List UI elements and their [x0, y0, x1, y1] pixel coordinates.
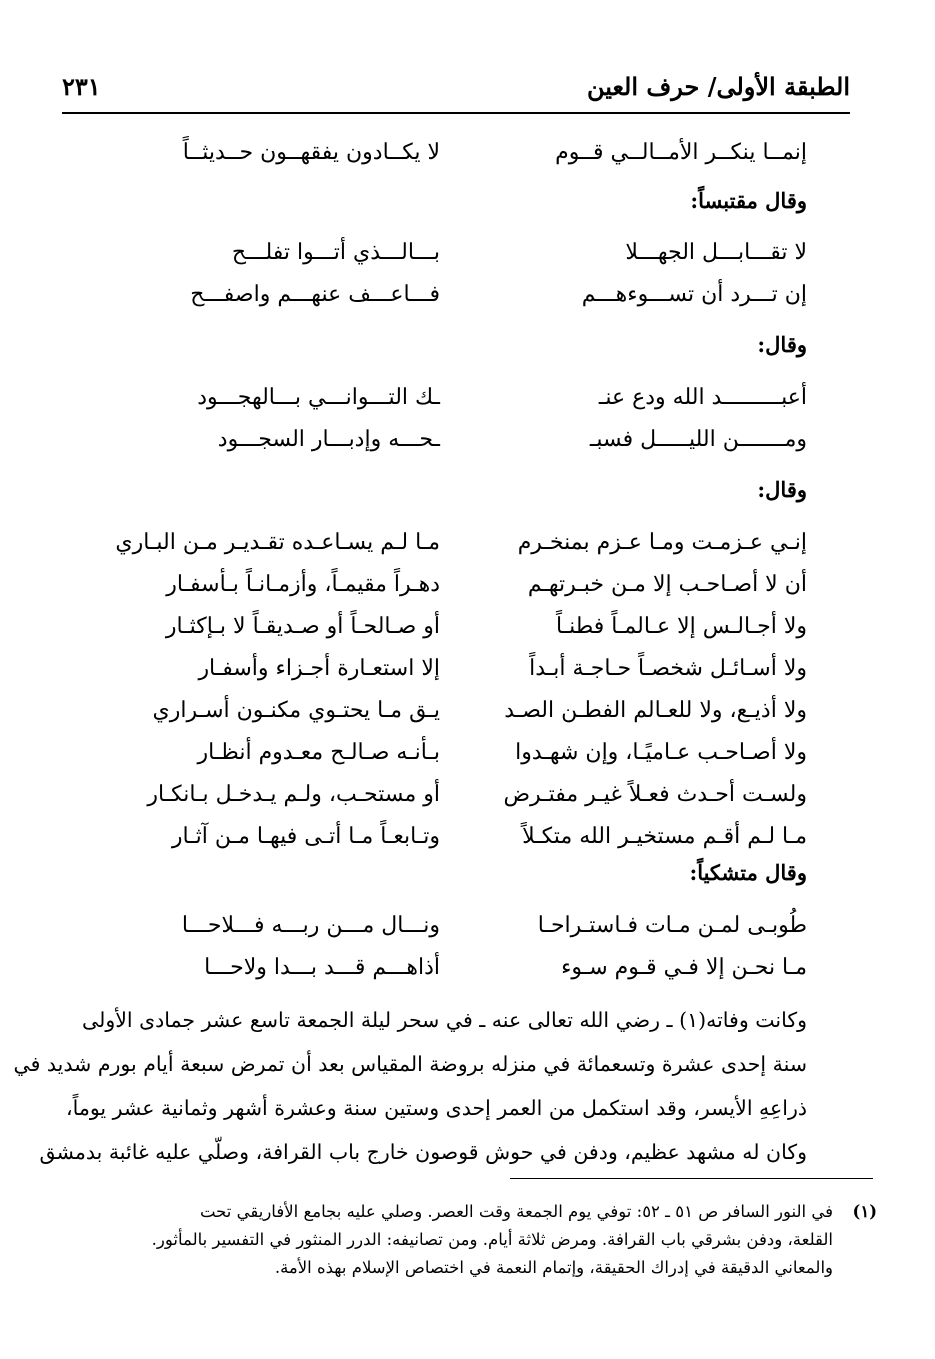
verse-first-hemistich: إن تـــرد أن تســـوءهـــم: [581, 282, 807, 307]
verse-line: [110, 698, 807, 740]
verse-line: [110, 572, 807, 614]
prose-paragraph: [13, 998, 807, 1174]
verse-first-hemistich: ولا أسـائـل شخصـاً حـاجـة أبـداً: [529, 656, 807, 681]
verse-first-hemistich: أعبـــــــــد الله ودع عنـ: [598, 385, 807, 410]
prose-line: وكانت وفاته(١) ـ رضي الله تعالى عنه ـ في سحر ليلة الجمعة تاسع عشر جمادى الأولى: [81, 1008, 807, 1032]
verse-first-hemistich: ولا أصـاحـب عـاميًـا، وإن شهـدوا: [515, 740, 807, 765]
verse-first-hemistich: لا تقـــابـــل الجهـــلا: [625, 240, 807, 265]
verse-second-hemistich: ـك التـــوانـــي بـــالهجـــود: [197, 385, 440, 410]
verse-line: [110, 656, 807, 698]
page-number: ٢٣١: [62, 72, 101, 101]
verse-first-hemistich: مـا نحـن إلا فـي قـوم سـوء: [561, 955, 807, 980]
poem-block-1: [110, 140, 807, 182]
verse-first-hemistich: مـا لـم أقـم مستخيـر الله متكـلاً: [522, 824, 807, 849]
verse-second-hemistich: دهـراً مقيمـاً، وأزمـانـاً بـأسفـار: [166, 572, 440, 597]
verse-line: [110, 530, 807, 572]
footnote-marker: (١): [852, 1202, 877, 1221]
verse-line: [110, 240, 807, 282]
verse-second-hemistich: بـأنـه صـالـح معـدوم أنظـار: [197, 740, 440, 765]
verse-second-hemistich: إلا استعـارة أجـزاء وأسفـار: [198, 656, 440, 681]
verse-first-hemistich: إنمــا ينكــر الأمــالــي قــوم: [555, 140, 807, 165]
poem-intro: وقال:: [757, 477, 807, 502]
verse-first-hemistich: ولسـت أحـدث فعـلاً غيـر مفتـرض: [503, 782, 807, 807]
verse-second-hemistich: أو صـالحـاً أو صـديقـاً لا بـإكثـار: [165, 614, 440, 639]
verse-first-hemistich: أن لا أصـاحـب إلا مـن خبـرتهـم: [527, 572, 807, 597]
verse-second-hemistich: أو مستحـب، ولـم يـدخـل بـانكـار: [147, 782, 440, 807]
header-rule: [62, 112, 850, 114]
poem-intro: وقال متشكياً:: [689, 860, 807, 885]
verse-first-hemistich: ولا أذيـع، ولا للعـالم الفطـن الصـد: [504, 698, 807, 723]
footnote-line: في النور السافر ص ٥١ ـ ٥٢: توفي يوم الجمعة وقت العصر. وصلي عليه بجامع الأفاريقي تحت: [199, 1202, 833, 1221]
prose-line: وكان له مشهد عظيم، ودفن في حوش قوصون خارج باب القرافة، وصلّي عليه غائبة بدمشق: [39, 1140, 807, 1164]
verse-second-hemistich: وتـابعـاً مـا أتـى فيهـا مـن آثـار: [171, 824, 440, 849]
footnote-rule: [510, 1178, 873, 1179]
verse-line: [110, 913, 807, 955]
verse-first-hemistich: إنـي عـزمـت ومـا عـزم بمنخـرم: [517, 530, 807, 555]
footnote-text: [88, 1198, 833, 1282]
prose-line: سنة إحدى عشرة وتسعمائة في منزله بروضة المقياس بعد أن تمرض سبعة أيام بورم شديد في: [13, 1052, 807, 1076]
poem-block-4: [110, 530, 807, 866]
verse-line: [110, 614, 807, 656]
poem-intro: وقال:: [757, 332, 807, 357]
poem-block-3: [110, 385, 807, 469]
verse-second-hemistich: ونـــال مـــن ربـــه فـــلاحـــا: [181, 913, 440, 938]
footnote-line: والمعاني الدقيقة في إدراك الحقيقة، وإتمام النعمة في اختصاص الإسلام بهذه الأمة.: [274, 1258, 833, 1277]
poem-intro: وقال مقتبساً:: [690, 188, 807, 213]
verse-line: [110, 385, 807, 427]
prose-line: ذراعِهِ الأيسر، وقد استكمل من العمر إحدى وستين سنة وعشرة أشهر وثمانية عشر يوماً،: [65, 1096, 807, 1120]
running-title: الطبقة الأولى/ حرف العين: [586, 72, 850, 101]
verse-second-hemistich: لا يكــادون يفقهــون حــديثــاً: [182, 140, 440, 165]
verse-line: [110, 740, 807, 782]
verse-line: [110, 140, 807, 182]
verse-second-hemistich: بـــالـــذي أتـــوا تفلـــح: [231, 240, 440, 265]
verse-first-hemistich: طُوبـى لمـن مـات فـاستـراحـا: [537, 913, 807, 938]
verse-line: [110, 955, 807, 997]
verse-line: [110, 782, 807, 824]
poem-block-5: [110, 913, 807, 997]
footnote-line: القلعة، ودفن بشرقي باب القرافة. ومرض ثلاثة أيام. ومن تصانيفه: الدرر المنثور في التفسير بالمأثور.: [151, 1230, 833, 1249]
verse-second-hemistich: مـا لـم يسـاعـده تقـديـر مـن البـاري: [115, 530, 440, 555]
page-header: [62, 68, 850, 112]
verse-second-hemistich: فـــاعـــف عنهـــم واصفـــح: [190, 282, 440, 307]
verse-first-hemistich: ولا أجـالـس إلا عـالمـاً فطنـاً: [555, 614, 807, 639]
verse-second-hemistich: ـحـــه وإدبـــار السجـــود: [217, 427, 440, 452]
verse-line: [110, 427, 807, 469]
verse-second-hemistich: أذاهـــم قـــد بـــدا ولاحـــا: [204, 955, 440, 980]
verse-second-hemistich: يـق مـا يحتـوي مكنـون أسـراري: [152, 698, 440, 723]
poem-block-2: [110, 240, 807, 324]
verse-first-hemistich: ومـــــــن الليـــــل فسبـ: [589, 427, 807, 452]
verse-line: [110, 282, 807, 324]
